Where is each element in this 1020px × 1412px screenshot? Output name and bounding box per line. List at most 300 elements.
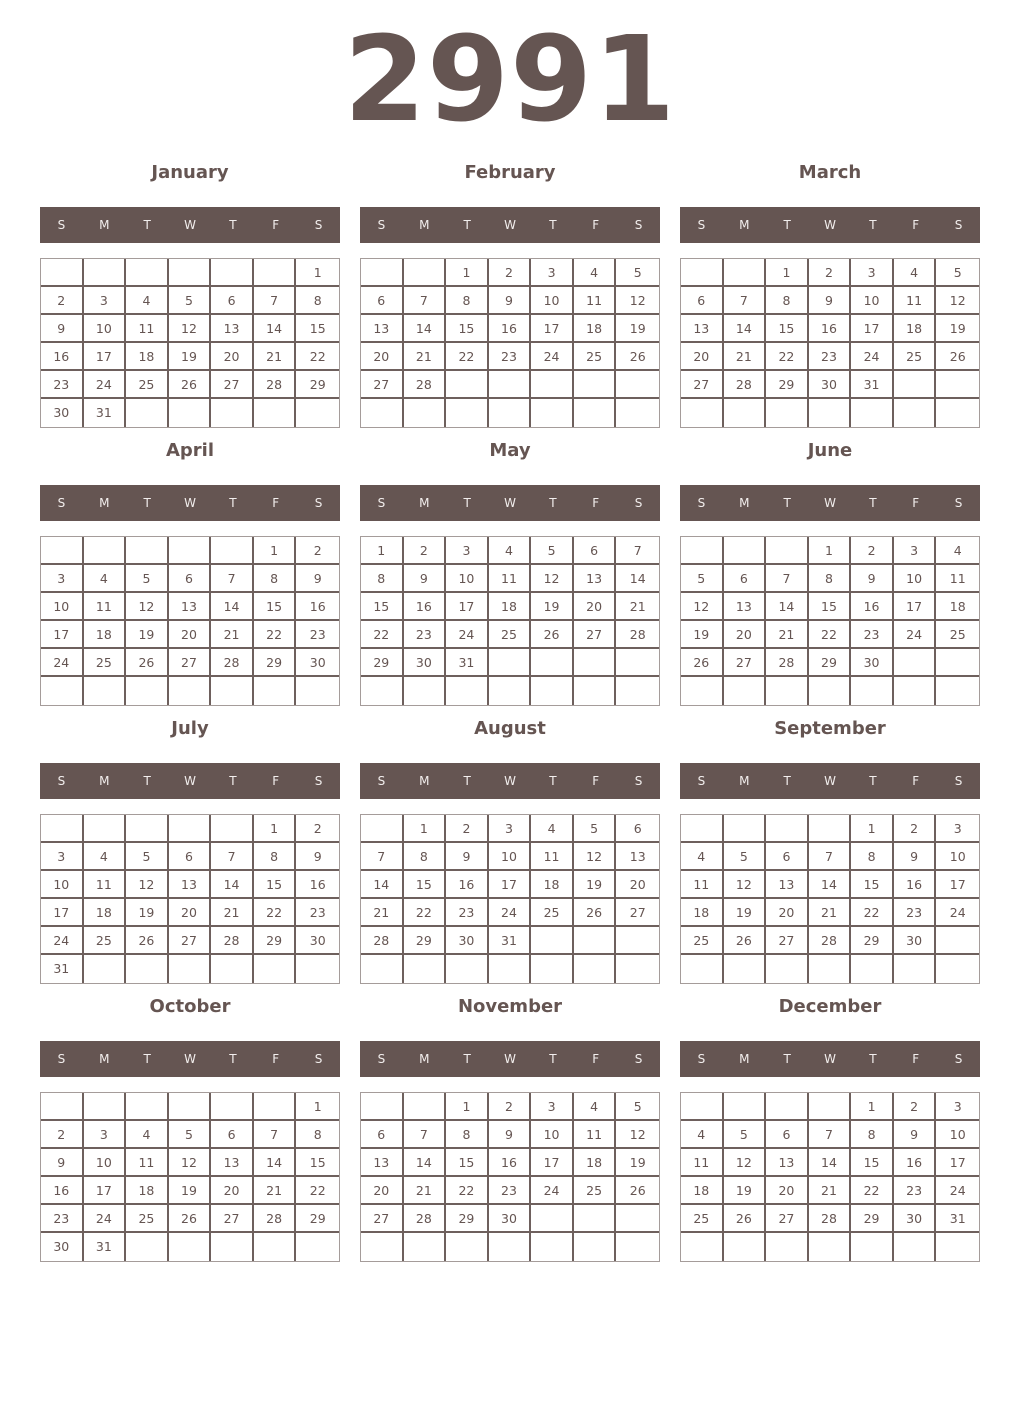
day-cell: 28 <box>404 1205 447 1233</box>
day-cell: 26 <box>574 899 617 927</box>
day-cell: 12 <box>169 1149 212 1177</box>
day-cell: 6 <box>724 565 767 593</box>
day-cell: 16 <box>404 593 447 621</box>
empty-cell <box>766 537 809 565</box>
month-title: February <box>464 162 556 183</box>
day-cell: 2 <box>851 537 894 565</box>
day-cell: 14 <box>404 315 447 343</box>
empty-cell <box>851 677 894 705</box>
weekday-header <box>40 763 340 799</box>
weekday-label: S <box>954 496 963 510</box>
day-cell: 18 <box>574 315 617 343</box>
day-cell: 13 <box>681 315 724 343</box>
empty-cell <box>851 1233 894 1261</box>
day-cell: 22 <box>446 343 489 371</box>
empty-cell <box>126 537 169 565</box>
day-cell: 14 <box>616 565 659 593</box>
day-cell: 15 <box>851 871 894 899</box>
day-cell: 8 <box>851 843 894 871</box>
empty-cell <box>766 677 809 705</box>
empty-cell <box>574 1233 617 1261</box>
weekday-header <box>680 1041 980 1077</box>
day-cell: 11 <box>574 287 617 315</box>
day-cell: 1 <box>296 1093 339 1121</box>
day-cell: 4 <box>574 1093 617 1121</box>
day-cell: 14 <box>254 1149 297 1177</box>
day-cell: 25 <box>126 1205 169 1233</box>
day-cell: 14 <box>211 593 254 621</box>
day-cell: 28 <box>254 1205 297 1233</box>
empty-cell <box>404 1093 447 1121</box>
empty-cell <box>41 259 84 287</box>
empty-cell <box>296 677 339 705</box>
day-cell: 18 <box>84 899 127 927</box>
day-cell: 3 <box>894 537 937 565</box>
day-cell: 10 <box>41 871 84 899</box>
day-cell: 5 <box>126 565 169 593</box>
day-cell: 27 <box>169 649 212 677</box>
day-cell: 30 <box>404 649 447 677</box>
day-cell: 12 <box>126 593 169 621</box>
weekday-label: S <box>634 496 643 510</box>
day-cell: 22 <box>446 1177 489 1205</box>
day-cell: 17 <box>446 593 489 621</box>
day-cell: 30 <box>296 649 339 677</box>
weekday-label: F <box>912 774 920 788</box>
day-cell: 16 <box>894 1149 937 1177</box>
day-grid <box>360 1092 660 1262</box>
weekday-label: M <box>739 1052 750 1066</box>
weekday-label: W <box>824 1052 836 1066</box>
empty-cell <box>489 649 532 677</box>
month-title: November <box>457 996 563 1017</box>
day-cell: 11 <box>126 1149 169 1177</box>
day-cell: 20 <box>766 899 809 927</box>
empty-cell <box>574 677 617 705</box>
day-cell: 14 <box>404 1149 447 1177</box>
empty-cell <box>574 955 617 983</box>
day-cell: 27 <box>361 371 404 399</box>
day-cell: 20 <box>616 871 659 899</box>
weekday-label: T <box>463 496 471 510</box>
empty-cell <box>616 1205 659 1233</box>
empty-cell <box>724 677 767 705</box>
day-cell: 4 <box>936 537 979 565</box>
day-cell: 29 <box>296 371 339 399</box>
month-may <box>360 440 660 710</box>
day-cell: 20 <box>361 1177 404 1205</box>
weekday-header <box>360 485 660 521</box>
day-cell: 12 <box>169 315 212 343</box>
day-cell: 11 <box>936 565 979 593</box>
day-grid <box>360 536 660 706</box>
day-cell: 19 <box>616 315 659 343</box>
day-cell: 24 <box>531 343 574 371</box>
day-cell: 10 <box>84 315 127 343</box>
empty-cell <box>254 1233 297 1261</box>
weekday-label: F <box>592 496 600 510</box>
empty-cell <box>361 399 404 427</box>
day-cell: 8 <box>296 1121 339 1149</box>
day-cell: 23 <box>894 899 937 927</box>
weekday-label: T <box>229 496 237 510</box>
day-cell: 11 <box>681 871 724 899</box>
day-cell: 23 <box>41 1205 84 1233</box>
day-cell: 6 <box>616 815 659 843</box>
weekday-label: S <box>697 774 706 788</box>
day-grid <box>680 536 980 706</box>
weekday-label: M <box>99 1052 110 1066</box>
empty-cell <box>724 1233 767 1261</box>
day-cell: 18 <box>126 1177 169 1205</box>
empty-cell <box>531 677 574 705</box>
weekday-label: M <box>739 218 750 232</box>
day-cell: 7 <box>809 843 852 871</box>
day-cell: 16 <box>41 1177 84 1205</box>
day-cell: 29 <box>361 649 404 677</box>
empty-cell <box>169 537 212 565</box>
day-cell: 10 <box>531 287 574 315</box>
day-cell: 8 <box>446 1121 489 1149</box>
day-cell: 24 <box>446 621 489 649</box>
day-cell: 7 <box>254 287 297 315</box>
day-cell: 9 <box>41 315 84 343</box>
weekday-label: M <box>419 218 430 232</box>
day-cell: 2 <box>404 537 447 565</box>
day-cell: 13 <box>724 593 767 621</box>
day-cell: 8 <box>296 287 339 315</box>
day-cell: 3 <box>41 565 84 593</box>
month-title: January <box>151 162 229 183</box>
day-cell: 29 <box>296 1205 339 1233</box>
empty-cell <box>254 1093 297 1121</box>
empty-cell <box>254 955 297 983</box>
day-cell: 18 <box>126 343 169 371</box>
day-cell: 6 <box>169 843 212 871</box>
day-cell: 7 <box>404 287 447 315</box>
day-cell: 24 <box>84 1205 127 1233</box>
day-grid <box>680 1092 980 1262</box>
day-cell: 28 <box>361 927 404 955</box>
day-cell: 23 <box>296 899 339 927</box>
empty-cell <box>766 1093 809 1121</box>
day-cell: 19 <box>126 621 169 649</box>
weekday-label: W <box>504 1052 516 1066</box>
day-cell: 26 <box>169 1205 212 1233</box>
empty-cell <box>169 1233 212 1261</box>
day-cell: 20 <box>361 343 404 371</box>
day-cell: 17 <box>894 593 937 621</box>
day-cell: 11 <box>126 315 169 343</box>
day-cell: 27 <box>211 371 254 399</box>
weekday-label: T <box>869 496 877 510</box>
empty-cell <box>404 399 447 427</box>
day-cell: 9 <box>446 843 489 871</box>
day-cell: 19 <box>126 899 169 927</box>
day-cell: 25 <box>531 899 574 927</box>
day-cell: 21 <box>809 1177 852 1205</box>
weekday-label: F <box>912 1052 920 1066</box>
empty-cell <box>894 955 937 983</box>
day-cell: 26 <box>724 1205 767 1233</box>
day-cell: 5 <box>724 843 767 871</box>
empty-cell <box>681 537 724 565</box>
month-october <box>40 996 340 1266</box>
day-cell: 15 <box>254 871 297 899</box>
day-cell: 3 <box>936 815 979 843</box>
day-cell: 15 <box>851 1149 894 1177</box>
day-cell: 1 <box>254 537 297 565</box>
empty-cell <box>211 1233 254 1261</box>
month-title: June <box>807 440 853 461</box>
weekday-label: F <box>912 218 920 232</box>
weekday-label: F <box>592 1052 600 1066</box>
day-cell: 29 <box>851 927 894 955</box>
day-cell: 5 <box>531 537 574 565</box>
day-cell: 7 <box>211 565 254 593</box>
day-cell: 9 <box>894 843 937 871</box>
day-cell: 11 <box>84 871 127 899</box>
weekday-header <box>40 207 340 243</box>
empty-cell <box>126 1093 169 1121</box>
day-cell: 17 <box>489 871 532 899</box>
day-cell: 12 <box>574 843 617 871</box>
day-cell: 13 <box>169 871 212 899</box>
weekday-label: S <box>314 496 323 510</box>
day-cell: 18 <box>936 593 979 621</box>
empty-cell <box>126 955 169 983</box>
empty-cell <box>616 955 659 983</box>
day-cell: 21 <box>616 593 659 621</box>
weekday-label: T <box>549 774 557 788</box>
day-cell: 30 <box>894 927 937 955</box>
day-cell: 22 <box>254 899 297 927</box>
day-cell: 16 <box>851 593 894 621</box>
day-cell: 8 <box>404 843 447 871</box>
day-cell: 11 <box>894 287 937 315</box>
day-cell: 16 <box>41 343 84 371</box>
day-cell: 14 <box>766 593 809 621</box>
day-cell: 9 <box>809 287 852 315</box>
day-cell: 22 <box>809 621 852 649</box>
day-cell: 10 <box>894 565 937 593</box>
day-cell: 21 <box>724 343 767 371</box>
day-cell: 22 <box>254 621 297 649</box>
day-cell: 27 <box>616 899 659 927</box>
empty-cell <box>489 371 532 399</box>
weekday-label: M <box>739 496 750 510</box>
empty-cell <box>211 1093 254 1121</box>
day-cell: 12 <box>724 871 767 899</box>
day-cell: 11 <box>489 565 532 593</box>
day-cell: 5 <box>169 287 212 315</box>
day-cell: 6 <box>574 537 617 565</box>
weekday-label: S <box>57 496 66 510</box>
empty-cell <box>446 1233 489 1261</box>
day-cell: 8 <box>361 565 404 593</box>
day-cell: 1 <box>446 1093 489 1121</box>
day-cell: 23 <box>894 1177 937 1205</box>
day-cell: 28 <box>211 927 254 955</box>
day-cell: 13 <box>361 1149 404 1177</box>
day-grid <box>40 814 340 984</box>
day-cell: 31 <box>489 927 532 955</box>
day-cell: 15 <box>766 315 809 343</box>
day-cell: 21 <box>766 621 809 649</box>
day-cell: 3 <box>531 259 574 287</box>
empty-cell <box>361 677 404 705</box>
day-cell: 17 <box>936 871 979 899</box>
day-cell: 21 <box>211 621 254 649</box>
day-cell: 20 <box>211 1177 254 1205</box>
weekday-label: S <box>954 218 963 232</box>
empty-cell <box>531 371 574 399</box>
day-cell: 13 <box>766 1149 809 1177</box>
empty-cell <box>404 955 447 983</box>
weekday-label: F <box>272 218 280 232</box>
day-cell: 19 <box>681 621 724 649</box>
weekday-label: T <box>143 218 151 232</box>
empty-cell <box>404 259 447 287</box>
day-cell: 17 <box>531 315 574 343</box>
empty-cell <box>169 1093 212 1121</box>
day-cell: 18 <box>489 593 532 621</box>
weekday-label: F <box>592 218 600 232</box>
weekday-label: T <box>783 218 791 232</box>
day-cell: 18 <box>84 621 127 649</box>
day-cell: 30 <box>296 927 339 955</box>
empty-cell <box>84 955 127 983</box>
empty-cell <box>574 927 617 955</box>
day-cell: 27 <box>681 371 724 399</box>
day-cell: 24 <box>531 1177 574 1205</box>
day-cell: 4 <box>489 537 532 565</box>
day-grid <box>40 536 340 706</box>
day-cell: 10 <box>531 1121 574 1149</box>
day-cell: 19 <box>936 315 979 343</box>
day-cell: 15 <box>404 871 447 899</box>
empty-cell <box>446 399 489 427</box>
month-january <box>40 162 340 432</box>
day-cell: 3 <box>84 1121 127 1149</box>
weekday-label: F <box>272 1052 280 1066</box>
day-cell: 15 <box>254 593 297 621</box>
empty-cell <box>531 649 574 677</box>
empty-cell <box>361 1233 404 1261</box>
weekday-label: T <box>549 218 557 232</box>
day-cell: 18 <box>531 871 574 899</box>
day-cell: 26 <box>616 1177 659 1205</box>
weekday-label: S <box>377 496 386 510</box>
weekday-header <box>360 1041 660 1077</box>
day-cell: 31 <box>84 399 127 427</box>
weekday-label: T <box>869 1052 877 1066</box>
weekday-label: W <box>184 496 196 510</box>
weekday-label: S <box>314 1052 323 1066</box>
day-cell: 9 <box>41 1149 84 1177</box>
day-cell: 30 <box>41 399 84 427</box>
day-cell: 6 <box>361 1121 404 1149</box>
empty-cell <box>126 259 169 287</box>
day-cell: 15 <box>446 315 489 343</box>
day-cell: 12 <box>681 593 724 621</box>
empty-cell <box>936 955 979 983</box>
day-cell: 10 <box>489 843 532 871</box>
day-cell: 18 <box>894 315 937 343</box>
day-cell: 16 <box>446 871 489 899</box>
empty-cell <box>254 399 297 427</box>
empty-cell <box>574 371 617 399</box>
weekday-label: S <box>954 1052 963 1066</box>
weekday-label: T <box>229 774 237 788</box>
day-cell: 3 <box>531 1093 574 1121</box>
empty-cell <box>574 399 617 427</box>
day-cell: 23 <box>489 343 532 371</box>
weekday-label: T <box>229 1052 237 1066</box>
empty-cell <box>766 1233 809 1261</box>
day-cell: 22 <box>404 899 447 927</box>
empty-cell <box>126 815 169 843</box>
day-cell: 31 <box>84 1233 127 1261</box>
day-cell: 20 <box>169 621 212 649</box>
weekday-label: T <box>143 496 151 510</box>
day-cell: 14 <box>211 871 254 899</box>
day-cell: 27 <box>211 1205 254 1233</box>
empty-cell <box>681 399 724 427</box>
day-cell: 12 <box>724 1149 767 1177</box>
month-title: May <box>489 440 531 461</box>
weekday-label: T <box>143 774 151 788</box>
empty-cell <box>724 955 767 983</box>
day-cell: 21 <box>254 1177 297 1205</box>
empty-cell <box>616 927 659 955</box>
day-cell: 11 <box>681 1149 724 1177</box>
weekday-label: W <box>504 496 516 510</box>
day-cell: 4 <box>894 259 937 287</box>
day-cell: 8 <box>254 565 297 593</box>
weekday-label: W <box>184 774 196 788</box>
day-cell: 30 <box>446 927 489 955</box>
day-cell: 1 <box>851 815 894 843</box>
month-march <box>680 162 980 432</box>
weekday-label: M <box>419 774 430 788</box>
day-cell: 1 <box>766 259 809 287</box>
day-cell: 18 <box>681 899 724 927</box>
day-cell: 1 <box>361 537 404 565</box>
month-title: September <box>774 718 886 739</box>
weekday-label: S <box>377 774 386 788</box>
day-cell: 23 <box>446 899 489 927</box>
day-cell: 17 <box>851 315 894 343</box>
day-cell: 28 <box>766 649 809 677</box>
month-september <box>680 718 980 988</box>
month-title: August <box>474 718 546 739</box>
day-cell: 26 <box>531 621 574 649</box>
day-cell: 7 <box>254 1121 297 1149</box>
day-cell: 12 <box>616 1121 659 1149</box>
day-cell: 14 <box>809 1149 852 1177</box>
day-cell: 24 <box>41 927 84 955</box>
day-cell: 19 <box>574 871 617 899</box>
empty-cell <box>936 649 979 677</box>
empty-cell <box>809 1233 852 1261</box>
empty-cell <box>361 955 404 983</box>
empty-cell <box>169 815 212 843</box>
day-cell: 13 <box>361 315 404 343</box>
weekday-label: W <box>824 496 836 510</box>
day-cell: 9 <box>489 287 532 315</box>
day-cell: 9 <box>894 1121 937 1149</box>
